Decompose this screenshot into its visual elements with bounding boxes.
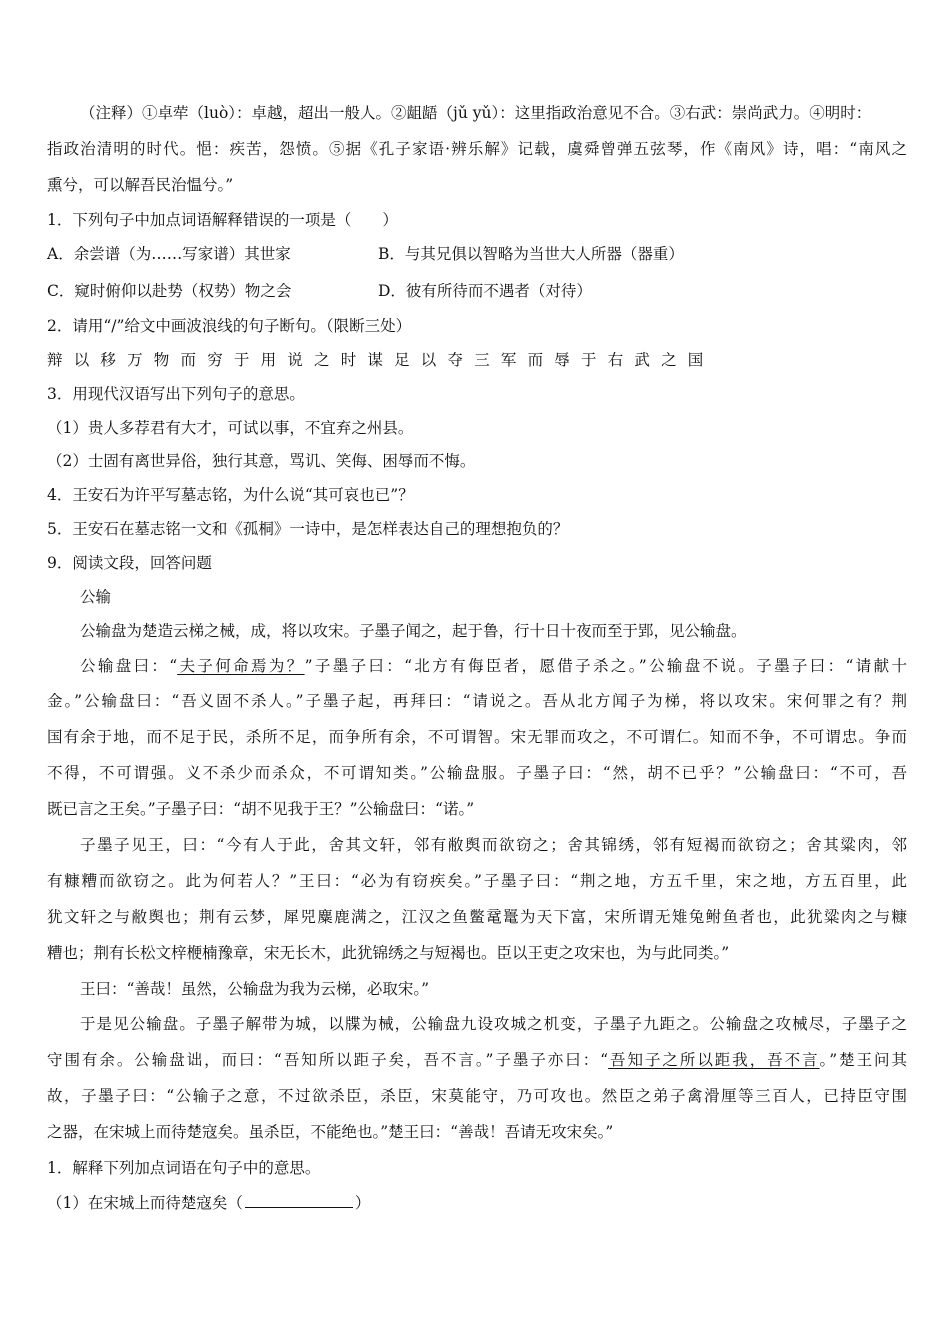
question-2-stem: 2．请用“/”给文中画波浪线的句子断句。（限断三处） [47, 317, 412, 335]
passage-title: 公输 [80, 588, 112, 606]
notes-line-2: 指政治清明的时代。悒：疾苦，怨愤。⑤据《孔子家语·辨乐解》记载，虞舜曾弹五弦琴，作《南风》诗，唱：“南风之 [47, 140, 907, 158]
answer-blank[interactable] [245, 1193, 353, 1208]
passage-paragraph-1: 公输盘为楚造云梯之械，成，将以攻宋。子墨子闻之，起于鲁，行十日十夜而至于郢，见公输盘。 [80, 622, 747, 640]
question-9-1-sentence-1: （1）在宋城上而待楚寇矣（ ） [47, 1194, 371, 1212]
passage-paragraph-2-line-4: 不得，不可谓强。义不杀少而杀众，不可谓知类。”公输盘服。子墨子曰：“然，胡不已乎？”公输盘曰：“不可，吾 [47, 764, 907, 782]
notes-line-1: （注释）①卓荦（luò）：卓越，超出一般人。②龃龉（jǔ yǔ）：这里指政治意见不合。③右武：崇尚武力。④明时： [80, 104, 872, 122]
passage-paragraph-5-line-1: 于是见公输盘。子墨子解带为城，以牒为械，公输盘九设攻城之机变，子墨子九距之。公输盘之攻械尽，子墨子之 [80, 1015, 907, 1033]
passage-paragraph-3-line-4: 糟也；荆有长松文梓楩楠豫章，宋无长木，此犹锦绣之与短褐也。臣以王吏之攻宋也，为与此同类。” [47, 944, 730, 962]
question-1-option-d: D．彼有所待而不遇者（对待） [378, 282, 592, 300]
underlined-sentence: 夫子何命焉为？ [177, 657, 305, 675]
passage-paragraph-5-line-4: 之器，在宋城上而待楚寇矣。虽杀臣，不能绝也。”楚王曰：“善哉！吾请无攻宋矣。” [47, 1123, 614, 1141]
question-3-stem: 3．用现代汉语写出下列句子的意思。 [47, 385, 305, 403]
passage-paragraph-3-line-2: 有糠糟而欲窃之。此为何若人？”王曰：“必为有窃疾矣。”子墨子曰：“荆之地，方五千里，宋之地，方五百里，此 [47, 872, 907, 890]
question-9-1-stem: 1．解释下列加点词语在句子中的意思。 [47, 1159, 321, 1177]
question-3-sentence-1: （1）贵人多荐君有大才，可试以事，不宜弃之州县。 [47, 419, 414, 437]
notes-line-3: 熏兮，可以解吾民治愠兮。” [47, 176, 234, 194]
passage-paragraph-2-line-2: 金。”公输盘曰：“吾义固不杀人。”子墨子起，再拜曰：“请说之。吾从北方闻子为梯，将以攻宋。宋何罪之有？荆 [47, 692, 907, 710]
question-1-option-c: C．窥时俯仰以赴势（权势）物之会 [47, 282, 292, 300]
question-5-stem: 5．王安石在墓志铭一文和《孤桐》一诗中，是怎样表达自己的理想抱负的？ [47, 520, 569, 538]
passage-paragraph-5-line-3: 故，子墨子曰：“公输子之意，不过欲杀臣，杀臣，宋莫能守，乃可攻也。然臣之弟子禽滑厘等三百人，已持臣守围 [47, 1087, 907, 1105]
passage-paragraph-5-line-2: 守围有余。公输盘诎，而曰：“吾知所以距子矣，吾不言。”子墨子亦曰：“吾知子之所以距我，吾不言。”楚王问其 [47, 1051, 907, 1069]
underlined-sentence-2: 吾知子之所以距我，吾不言 [608, 1051, 820, 1069]
passage-paragraph-2-line-5: 既已言之王矣。”子墨子曰：“胡不见我于王？”公输盘曰：“诺。” [47, 800, 475, 818]
passage-paragraph-2-line-1: 公输盘曰：“夫子何命焉为？”子墨子曰：“北方有侮臣者，愿借子杀之。”公输盘不说。子墨子曰：“请献十 [80, 657, 907, 675]
question-1-stem: 1．下列句子中加点词语解释错误的一项是（ ） [47, 211, 398, 229]
question-1-option-b: B．与其兄俱以智略为当世大人所器（器重） [378, 245, 684, 263]
passage-paragraph-3-line-1: 子墨子见王，曰：“今有人于此，舍其文轩，邻有敝舆而欲窃之；舍其锦绣，邻有短褐而欲窃之；舍其粱肉，邻 [80, 836, 907, 854]
passage-paragraph-2-line-3: 国有余于地，而不足于民，杀所不足，而争所有余，不可谓智。宋无罪而攻之，不可谓仁。知而不争，不可谓忠。争而 [47, 728, 907, 746]
question-2-sentence: 辩以移万物而穷于用说之时谋足以夺三军而辱于右武之国 [47, 351, 715, 369]
question-4-stem: 4．王安石为许平写墓志铭，为什么说“其可哀也已”？ [47, 486, 414, 504]
passage-paragraph-3-line-3: 犹文轩之与敝舆也；荆有云梦，犀兕麋鹿满之，江汉之鱼鳖鼋鼍为天下富，宋所谓无雉兔鲋鱼者也，此犹粱肉之与糠 [47, 908, 907, 926]
question-3-sentence-2: （2）士固有离世异俗，独行其意，骂讥、笑侮、困辱而不悔。 [47, 452, 476, 470]
question-1-option-a: A．余尝谱（为……写家谱）其世家 [47, 245, 291, 263]
passage-paragraph-4: 王曰：“善哉！虽然，公输盘为我为云梯，必取宋。” [80, 980, 430, 998]
question-9-stem: 9．阅读文段，回答问题 [47, 554, 212, 572]
